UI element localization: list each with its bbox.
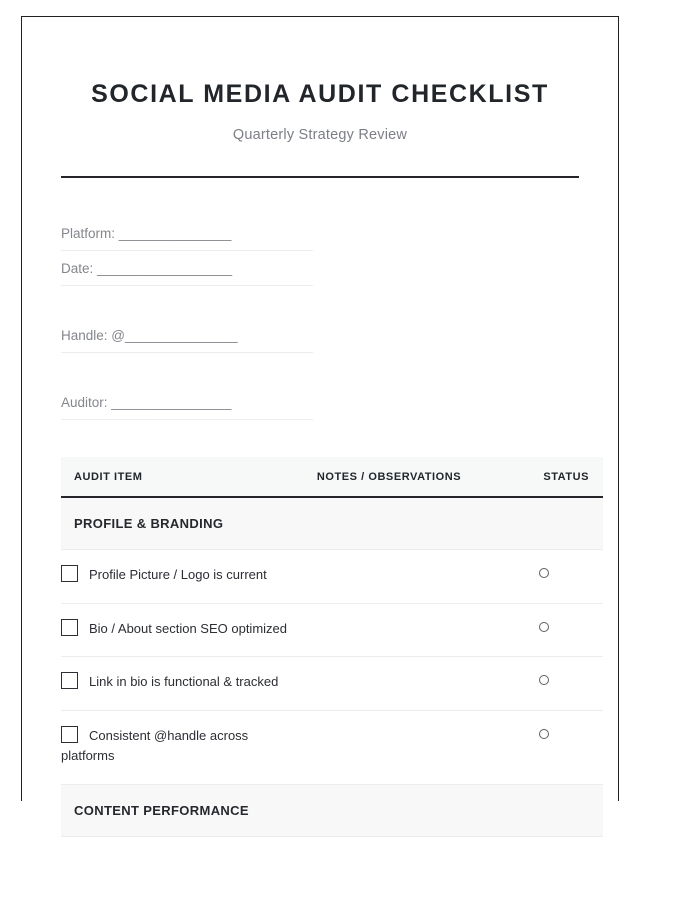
audit-item-label: Consistent @handle across platforms: [61, 727, 249, 764]
column-header-notes: NOTES / OBSERVATIONS: [294, 457, 484, 497]
status-cell: [484, 657, 603, 711]
status-radio-icon[interactable]: [539, 622, 549, 632]
checkbox-icon[interactable]: [61, 619, 78, 636]
notes-cell[interactable]: [294, 603, 484, 657]
document-page: [21, 16, 619, 818]
audit-item-label: Link in bio is functional & tracked: [89, 674, 279, 690]
status-cell: [484, 603, 603, 657]
notes-cell[interactable]: [294, 710, 484, 784]
status-radio-icon[interactable]: [539, 568, 549, 578]
column-header-status: STATUS: [484, 457, 603, 497]
status-radio-icon[interactable]: [539, 675, 549, 685]
notes-cell[interactable]: [294, 657, 484, 711]
page-content: [22, 17, 618, 837]
checkbox-icon[interactable]: [61, 726, 78, 743]
page-title: SOCIAL MEDIA AUDIT CHECKLIST: [91, 80, 549, 108]
table-header-row: [61, 457, 603, 497]
table-row: [61, 657, 603, 711]
header-divider: [61, 176, 579, 178]
audit-item-cell: [61, 710, 294, 784]
notes-cell[interactable]: [294, 550, 484, 604]
audit-item-cell: [61, 550, 294, 604]
auditor-field[interactable]: Auditor: ________________: [61, 385, 313, 420]
table-body: [61, 497, 603, 836]
column-header-audit-item: AUDIT ITEM: [61, 457, 294, 497]
section-label: CONTENT PERFORMANCE: [61, 784, 603, 836]
audit-meta-form: [61, 216, 579, 420]
section-header-row: [61, 497, 603, 550]
status-cell: [484, 550, 603, 604]
status-radio-icon[interactable]: [539, 729, 549, 739]
status-cell: [484, 710, 603, 784]
table-row: [61, 550, 603, 604]
checkbox-icon[interactable]: [61, 565, 78, 582]
section-label: PROFILE & BRANDING: [61, 497, 603, 550]
table-row: [61, 710, 603, 784]
audit-item-cell: [61, 603, 294, 657]
document-header: [61, 17, 579, 178]
audit-item-label: Profile Picture / Logo is current: [89, 567, 267, 582]
checkbox-icon[interactable]: [61, 672, 78, 689]
audit-item-label: Bio / About section SEO optimized: [89, 620, 287, 636]
audit-item-cell: [61, 657, 294, 711]
section-header-row: [61, 784, 603, 836]
page-subtitle: Quarterly Strategy Review: [232, 127, 408, 143]
handle-field[interactable]: Handle: @_______________: [61, 318, 313, 353]
audit-checklist-table: [61, 457, 603, 837]
table-header: [61, 457, 603, 497]
table-row: [61, 603, 603, 657]
date-field[interactable]: Date: __________________: [61, 251, 313, 286]
platform-field[interactable]: Platform: _______________: [61, 216, 313, 251]
